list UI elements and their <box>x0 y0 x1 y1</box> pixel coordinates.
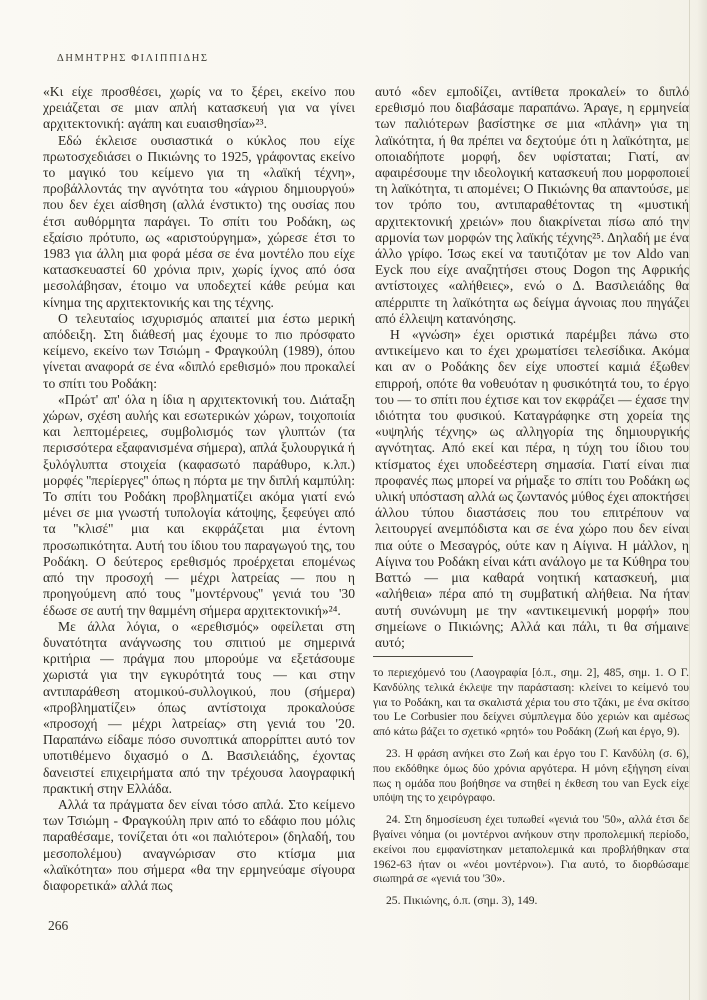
footnote-separator-rule <box>373 656 473 657</box>
footnote-25: 25. Πικιώνης, ό.π. (σημ. 3), 149. <box>386 894 538 908</box>
scan-edge-line <box>689 0 690 1000</box>
paragraph: Εδώ έκλεισε ουσιαστικά ο κύκλος που είχε πρωτοσχεδιάσει ο Πικιώνης το 1925, γράφοντας εκείνο το μαγικό του κείμενο για τη «λαϊκή τέχνη», προβάλλοντάς την αγνότητα του «άγριου δημιουργού» που δεν έχει αίσθηση (αλλά ένστικτο) της ουσίας που έτσι αυθόρμητα παράγει. Το σπίτι του Ροδάκη, ως εξαίσιο πρότυπο, ως «αριστούργημα», χώρεσε έτσι το 1983 για άλλη μια φορά μέσα σε ένα μοντέλο που είχε κατασκευαστεί 60 χρόνια πριν, χωρίς ίχνος από όσα μεσολάβησαν, έτοιμο να υποδεχτεί κάθε ρεύμα και κίνημα της αρχιτεκτονικής και της τέχνης. <box>43 132 355 310</box>
footnote-24: 24. Στη δημοσίευση έχει τυπωθεί «γενιά του '50», αλλά έτσι δε βγαίνει νόημα (οι μοντέρνοι ανήκουν στην προπολεμική περίοδο, εκείνοι που εμφανίστηκαν μεταπολεμικά και προβλήθηκαν στα 1962-63 ήταν οι «νέοι μοντέρνοι»). Για αυτό, το διορθώσαμε σιωπηρά σε «γενιά του '30». <box>373 813 689 886</box>
footnote-continuation: το περιεχόμενό του (Λαογραφία [ό.π., σημ. 2], 485, σημ. 1. Ο Γ. Κανδύλης τελικά έκλεψε την παράσταση: κλείνει το κείμενό του για το Ροδάκη, και τα σκαλιστά χέρια του στο τζάκι, με ένα σκίτσο του Le Corbusier που δείχνει σύμπλεγμα δύο χεριών και αμέσως από κάτω βάζει το σχετικό «ρητό» του Ροδάκη (Ζωή και έργο, 9). <box>373 666 689 739</box>
paragraph: Με άλλα λόγια, ο «ερεθισμός» οφείλεται στη δυνατότητα ανάγνωσης του σπιτιού με σημερινά κριτήρια — πράγμα που μπορούμε να εξετάσουμε χωριστά για την εγκυρότητά τους — και στην αντιπαράθεση ατομικού-συλλογικού, που (σήμερα) «προβληματίζει» όπως αντίστοιχα προκαλούσε «προσοχή — μέχρι λατρείας» στη γενιά του '20. Παραπάνω είδαμε πόσο συνοπτικά απορρίπτει αυτό τον υποτιθέμενο διχασμό ο Δ. Βασιλειάδης, έχοντας δανειστεί επιχειρήματα από την τρέχουσα λαογραφική πρακτική στην Ελλάδα. <box>43 618 355 796</box>
paragraph: «Κι είχε προσθέσει, χωρίς να το ξέρει, εκείνο που χρειάζεται σε μιαν απλή κατασκευή για να γίνει αρχιτεκτονική: αγάπη και ευαισθησία»²³. <box>43 84 355 132</box>
paragraph: Ο τελευταίος ισχυρισμός απαιτεί μια έστω μερική απόδειξη. Στη διάθεσή μας έχουμε το πιο πρόσφατο κείμενο, εκείνο των Τσιώμη - Φραγκούλη (1989), όπου γίνεται αναφορά σε ένα «διπλό ερεθισμό» που προκαλεί το σπίτι του Ροδάκη: <box>43 310 355 391</box>
right-column <box>375 84 689 651</box>
footnotes-block <box>373 656 689 909</box>
page-number: 266 <box>48 918 69 933</box>
paragraph: «Πρώτ' απ' όλα η ίδια η αρχιτεκτονική του. Διάταξη χώρων, σχέση αυλής και εσωτερικών χώρων, τοιχοποιία και λεπτομέρειες, συμβολισμός των γλυπτών (τα περισσότερα εξαφανισμένα σήμερα), απλά ξυλουργικά ή ξυλόγλυπτα στοιχεία (καφασωτό παράθυρο, κ.λπ.) μορφές ''περίεργες'' όπως η πόρτα με την διπλή καμπύλη: Το σπίτι του Ροδάκη προβληματίζει ακόμα γιατί ενώ μένει σε μια γνωστή τυπολογία κάτοψης, ξεφεύγει από τα ''κλισέ'' μια και εκφράζεται μια έντονη προσωπικότητα. Αυτή του ίδιου του παραγωγού της, του Ροδάκη. Ο δεύτερος ερεθισμός προέρχεται επομένως από την προσοχή — μέχρι λατρείας — που η προηγούμενη από τους ''μοντέρνους'' γενιά του '30 έδωσε σε αυτή την θαμμένη σήμερα αρχιτεκτονική»²⁴. <box>43 391 355 618</box>
left-column <box>43 84 355 894</box>
scan-edge-shadow <box>697 0 707 1000</box>
paragraph: Αλλά τα πράγματα δεν είναι τόσο απλά. Στο κείμενο των Τσιώμη - Φραγκούλη πριν από το εδάφιο που μόλις παραθέσαμε, τονίζεται ότι «οι παλιότεροι» (δηλαδή, του μεσοπολέμου) αναγνώρισαν στο κτίσμα μια «λαϊκότητα» που σήμερα «θα την ερμηνεύαμε σίγουρα διαφορετικά» αλλά πως <box>43 796 355 893</box>
footnote-23: 23. Η φράση ανήκει στο Ζωή και έργο του Γ. Κανδύλη (σ. 6), που εκδόθηκε όμως δύο χρόνια αργότερα. Η μόνη εξήγηση είναι πως η ομάδα που βοήθησε να στηθεί η έκθεση του van Eyck είχε υπόψη της το χειρόγραφο. <box>373 746 689 805</box>
paragraph: Η «γνώση» έχει οριστικά παρέμβει πάνω στο αντικείμενο και το έχει χρωματίσει τελεσίδικα. Ακόμα και αν ο Ροδάκης δεν είχε υποστεί καμιά έξωθεν επιρροή, οπότε θα νοθευόταν η φυσικότητά του, το έργο του — το σπίτι που έχτισε και τον εκφράζει — έχασε την ιδιότητα του φυσικού. Καταγράφηκε στη χορεία της «υψηλής τέχνης» ως αλληγορία της δημιουργικής αγνότητας. Από εκεί και πέρα, η τύχη του ίδιου του κτίσματος έχει υποδεέστερη σημασία. Γιατί είναι πια προφανές πως μπορεί να ρήμαξε το σπίτι του Ροδάκη ως υλική υπόσταση αλλά ως ζωντανός μύθος έχει αποκτήσει άλλου τύπου διαστάσεις που του επιτρέπουν να λειτουργεί ανεμπόδιστα και σε ένα χώρο που δεν είναι πια ούτε ο Μεσαγρός, ούτε καν η Αίγινα. Η μάλλον, η Αίγινα του Ροδάκη είναι κάτι ανάλογο με τα Κύθηρα του Βαττώ — μια καθαρά νοητική κατασκευή, μια «αλήθεια» πέρα από τη συμβατική αλήθεια. Να ήταν αυτή συνώνυμη με την «αντικειμενική μορφή» που σημείωνε ο Πικιώνης; Αλλά και πάλι, τι θα σήμαινε αυτό; <box>375 327 689 650</box>
paragraph: αυτό «δεν εμποδίζει, αντίθετα προκαλεί» το διπλό ερεθισμό που διαβάσαμε παραπάνω. Άραγε, η ερμηνεία των παλιότερων βασίστηκε σε μια «πλάνη» για τη λαϊκότητα, ή θα πρέπει να δεχτούμε ότι η λαϊκότητα, με οποιαδήποτε μορφή, δεν υφίσταται; Γιατί, αν αφαιρέσουμε την ιδεολογική κατασκευή που μορφοποιεί τη λαϊκότητα, τι απομένει; Ο Πικιώνης θα απαντούσε, με τον τρόπο του, αντιπαραθέτοντας τη «μυστική αρχιτεκτονική χρειών» που διακρίνεται πίσω από την αρμονία των μορφών της λαϊκής τέχνης²⁵. Δηλαδή με ένα άλλο γρίφο. Ίσως εκεί να ταυτιζόταν με τον Aldo van Eyck που είχε αναζητήσει στους Dogon της Αφρικής αντίστοιχες «αλήθειες», ενώ ο Δ. Βασιλειάδης θα απέρριπτε τη λαϊκότητα ως δείγμα άγνοιας που πηγάζει από έλλειψη κατανόησης. <box>375 84 689 326</box>
running-header-author: ΔΗΜΗΤΡΗΣ ΦΙΛΙΠΠΙΔΗΣ <box>57 53 209 64</box>
